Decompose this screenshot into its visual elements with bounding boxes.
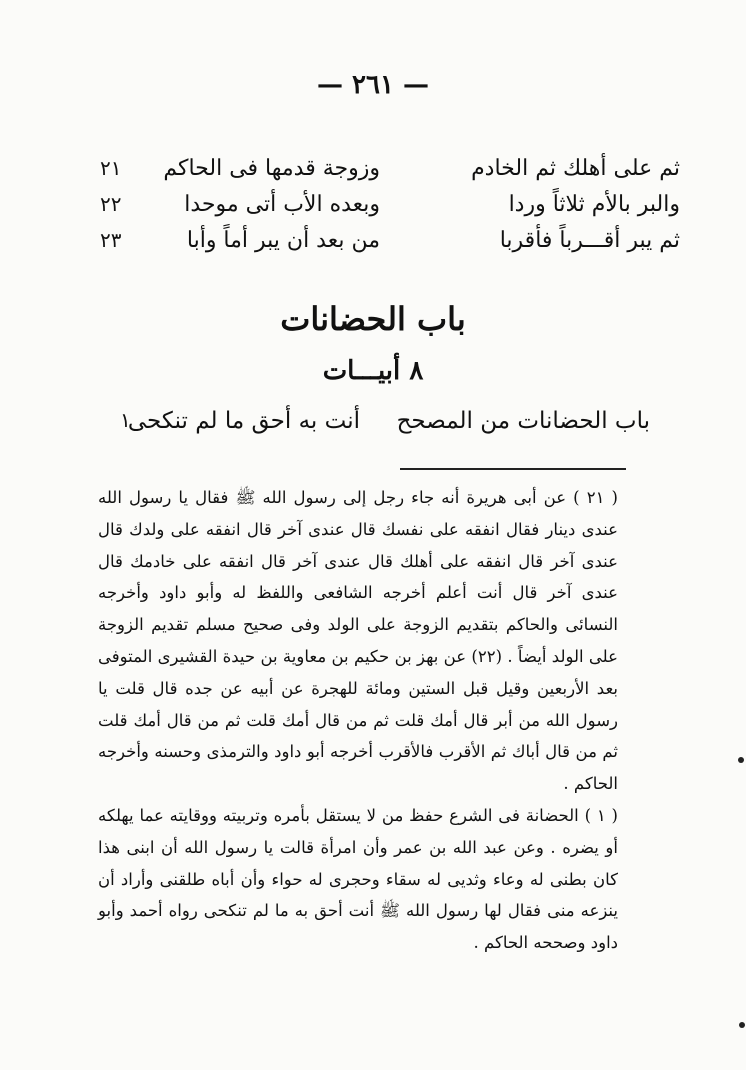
verse-second-hemistich: من بعد أن يبر أماً وأبا (186, 228, 380, 253)
verse-first-hemistich: ثم يبر أقـــرباً فأقربا (499, 228, 680, 253)
verse-first-hemistich: باب الحضانات من المصحح (396, 408, 650, 434)
footnotes (98, 482, 618, 959)
chapter-heading: باب الحضانات (280, 300, 466, 338)
verse-first-hemistich: ثم على أهلك ثم الخادم (471, 156, 680, 181)
verse-first-hemistich: والبر بالأم ثلاثاً وردا (508, 192, 680, 217)
footnote-divider (400, 468, 626, 470)
chapter-verse-line (120, 408, 650, 448)
chapter-subheading: ٨ أبيـــات (322, 356, 424, 386)
page-number: — ٢٦١ — (316, 70, 430, 100)
footnote-paragraph: ( ١ ) الحضانة فى الشرع حفظ من لا يستقل بأمره وتربيته ووقايته عما يهلكه أو يضره . وعن عبد الله بن عمر وأن امرأة قالت يا رسول الله أن ابنى هذا كان بطنى له وعاء وثديى له سقاء وحجرى له حواء وأن أباه طلقنى وأراد أن ينزعه منى فقال لها رسول الله ﷺ أنت أحق به ما لم تنكحى رواه أحمد وأبو داود وصححه الحاكم . (98, 805, 618, 953)
verse-number: ٢١ (100, 156, 122, 180)
verse-second-hemistich: وزوجة قدمها فى الحاكم (163, 156, 380, 181)
verse-number: ٢٢ (100, 192, 122, 216)
verse-line (100, 192, 680, 228)
poem-verses (100, 156, 680, 264)
verse-second-hemistich: أنت به أحق ما لم تنكحى (127, 408, 360, 434)
page-edge-mark (738, 757, 744, 763)
verse-second-hemistich: وبعده الأب أتى موحدا (184, 192, 380, 217)
verse-line (100, 228, 680, 264)
footnote-paragraph: ( ٢١ ) عن أبى هريرة أنه جاء رجل إلى رسول الله ﷺ فقال يا رسول الله عندى دينار فقال انفقه على نفسك قال عندى آخر قال انفقه على ولدك قال عندى آخر قال انفقه على أهلك قال عندى آخر قال انفقه على خادمك قال عندى آخر قال أنت أعلم أخرجه الشافعى واللفظ له وأبو داود وأخرجه النسائى والحاكم بتقديم الزوجة على الولد وفى صحيح مسلم تقديم الزوجة على الولد أيضاً . (٢٢) عن بهز بن حكيم بن معاوية بن حيدة القشيرى المتوفى بعد الأربعين وقيل قبل الستين ومائة للهجرة عن أبيه عن جده قال قلت يا رسول الله من أبر قال أمك قلت ثم من قال أمك قلت ثم من قال أمك قلت ثم من قال أباك ثم الأقرب فالأقرب أخرجه أبو داود والترمذى وحسنه وأخرجه الحاكم . (98, 488, 618, 794)
verse-line (100, 156, 680, 192)
page-edge-mark (739, 1022, 745, 1028)
verse-number: ٢٣ (100, 228, 122, 252)
verse-number: ١ (120, 408, 131, 432)
